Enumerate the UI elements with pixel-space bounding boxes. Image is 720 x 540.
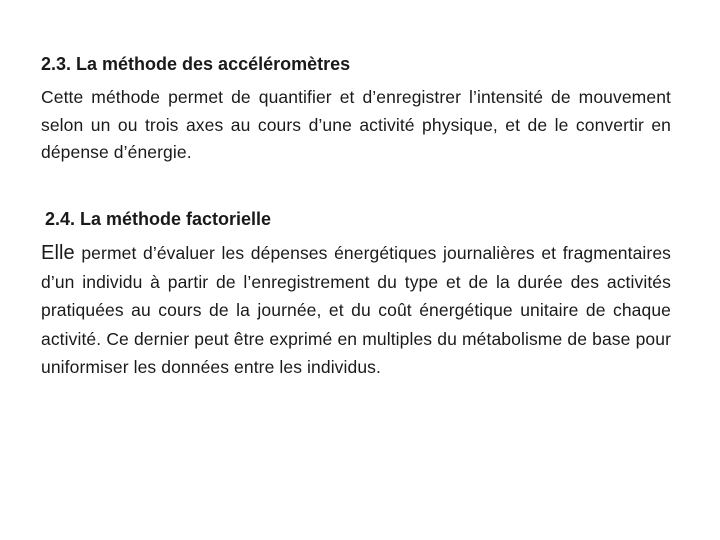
section-factorial [41, 207, 671, 382]
section-body-text: permet d’évaluer les dépenses énergétiques journalières et fragmentaires d’un individu à partir de l’enregistrement du type et de la durée des activités pratiquées au cours de la journée, et du coût énergétique unitaire de chaque activité. Ce dernier peut être exprimé en multiples du métabolisme de base pour uniformiser les données entre les individus. [41, 243, 671, 377]
section-accelerometers [41, 52, 671, 167]
section-heading-accelerometers: 2.3. La méthode des accéléromètres [41, 54, 351, 74]
section-body-accelerometers: Cette méthode permet de quantifier et d’enregistrer l’intensité de mouvement selon un ou trois axes au cours d’une activité physique, et de le convertir en dépense d’énergie. [41, 87, 671, 162]
section-body-lead-word: Elle [41, 242, 75, 264]
section-heading-factorial: 2.4. La méthode factorielle [45, 209, 272, 229]
section-body-factorial [41, 239, 671, 382]
